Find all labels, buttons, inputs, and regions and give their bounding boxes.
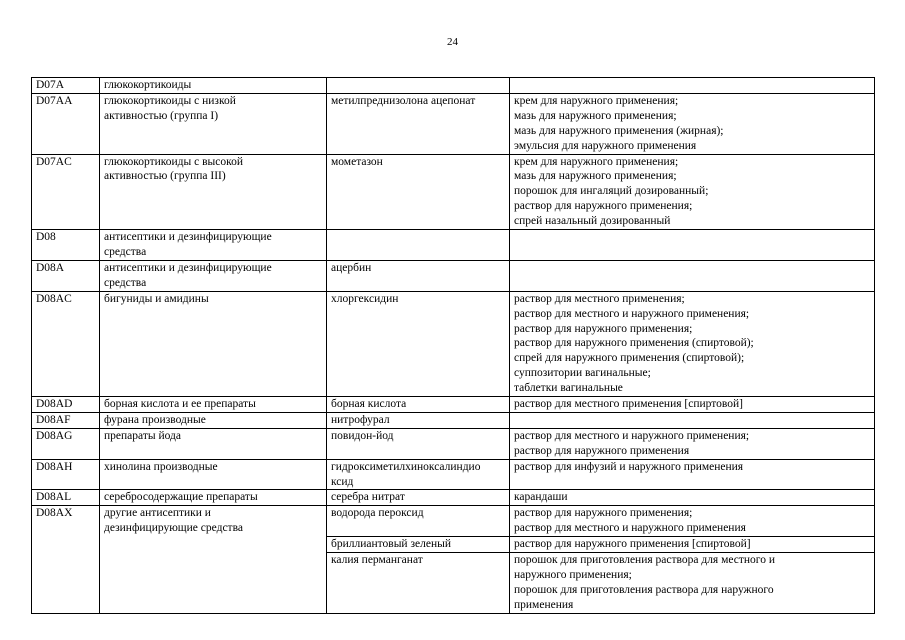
dosage-forms-cell-line: раствор для местного применения; — [514, 292, 685, 305]
dosage-forms-cell-line: раствор для наружного применения — [514, 444, 690, 457]
group-name-cell — [100, 291, 327, 396]
drug-name-cell-line: калия перманганат — [331, 554, 423, 567]
group-name-cell — [100, 428, 327, 459]
table-row — [32, 397, 875, 413]
dosage-forms-cell-line: раствор для местного применения [спиртовой] — [514, 398, 743, 411]
drug-name-cell — [327, 78, 510, 94]
atc-code-cell — [32, 78, 100, 94]
group-name-cell-line: глюкокортикоиды с низкой — [104, 94, 236, 107]
atc-code-cell-line: D07AC — [36, 155, 72, 168]
dosage-forms-cell-line: крем для наружного применения; — [514, 155, 679, 168]
drug-name-cell — [327, 397, 510, 413]
drug-name-cell-line: ксид — [331, 475, 354, 488]
atc-code-cell — [32, 459, 100, 490]
group-name-cell-line: хинолина производные — [104, 460, 218, 473]
atc-code-cell — [32, 93, 100, 154]
drug-name-cell-line: водорода пероксид — [331, 507, 424, 520]
drug-name-cell — [327, 553, 510, 614]
dosage-forms-cell-line: порошок для ингаляций дозированный; — [514, 185, 709, 198]
dosage-forms-cell — [510, 412, 875, 428]
atc-code-cell — [32, 154, 100, 230]
atc-code-cell-line: D08AD — [36, 398, 73, 411]
group-name-cell-line: антисептики и дезинфицирующие — [104, 231, 272, 244]
group-name-cell-line: фурана производные — [104, 413, 206, 426]
drug-name-cell-line: борная кислота — [331, 398, 407, 411]
atc-code-cell — [32, 291, 100, 396]
group-name-cell-line: дезинфицирующие средства — [104, 522, 243, 535]
atc-code-cell-line: D08AF — [36, 413, 71, 426]
atc-code-cell-line: D08AC — [36, 292, 72, 305]
group-name-cell-line: борная кислота и ее препараты — [104, 398, 256, 411]
group-name-cell-line: глюкокортикоиды — [104, 79, 192, 91]
drug-name-cell — [327, 459, 510, 490]
dosage-forms-cell-line: таблетки вагинальные — [514, 382, 623, 395]
drug-name-cell-line: бриллиантовый зеленый — [331, 538, 451, 551]
dosage-forms-cell — [510, 93, 875, 154]
drug-name-cell-line: ацербин — [331, 261, 372, 274]
table-row — [32, 490, 875, 506]
atc-code-cell-line: D08AL — [36, 491, 72, 504]
dosage-forms-cell — [510, 78, 875, 94]
atc-code-cell-line: D08A — [36, 261, 65, 274]
dosage-forms-cell-line: мазь для наружного применения (жирная); — [514, 124, 724, 137]
dosage-forms-cell — [510, 230, 875, 261]
group-name-cell-line: глюкокортикоиды с высокой — [104, 155, 244, 168]
dosage-forms-cell-line: порошок для приготовления раствора для местного и — [514, 554, 776, 567]
table-row — [32, 154, 875, 230]
group-name-cell — [100, 506, 327, 613]
drug-name-cell-line: мометазон — [331, 155, 383, 168]
dosage-forms-cell — [510, 490, 875, 506]
dosage-forms-cell-line: применения — [514, 598, 574, 611]
drug-name-cell — [327, 260, 510, 291]
atc-code-cell — [32, 397, 100, 413]
drug-name-cell — [327, 506, 510, 537]
dosage-forms-cell-line: раствор для местного и наружного применения; — [514, 429, 750, 442]
dosage-forms-cell-line: мазь для наружного применения; — [514, 170, 677, 183]
group-name-cell-line: другие антисептики и — [104, 507, 211, 520]
dosage-forms-cell — [510, 260, 875, 291]
drug-name-cell-line: повидон-йод — [331, 429, 394, 442]
dosage-forms-cell-line: мазь для наружного применения; — [514, 109, 677, 122]
atc-code-cell — [32, 230, 100, 261]
drug-name-cell-line: хлоргексидин — [331, 292, 399, 305]
group-name-cell-line: препараты йода — [104, 429, 181, 442]
table-row — [32, 93, 875, 154]
group-name-cell — [100, 490, 327, 506]
group-name-cell-line: средства — [104, 276, 147, 289]
dosage-forms-cell — [510, 459, 875, 490]
drug-name-cell — [327, 428, 510, 459]
atc-code-cell — [32, 428, 100, 459]
drug-classification-table — [31, 77, 875, 614]
dosage-forms-cell — [510, 428, 875, 459]
drug-name-cell — [327, 154, 510, 230]
dosage-forms-cell-line: раствор для наружного применения; — [514, 200, 693, 213]
dosage-forms-cell-line: раствор для наружного применения (спиртовой); — [514, 337, 754, 350]
drug-name-cell-line: гидроксиметилхиноксалиндио — [331, 460, 481, 473]
group-name-cell — [100, 154, 327, 230]
group-name-cell — [100, 260, 327, 291]
group-name-cell-line: активностью (группа III) — [104, 170, 226, 183]
dosage-forms-cell-line: суппозитории вагинальные; — [514, 367, 651, 380]
dosage-forms-cell-line: порошок для приготовления раствора для наружного — [514, 583, 774, 596]
atc-code-cell — [32, 412, 100, 428]
atc-code-cell-line: D08AG — [36, 429, 73, 442]
drug-name-cell-line: нитрофурал — [331, 413, 390, 426]
table-row — [32, 412, 875, 428]
dosage-forms-cell-line: эмульсия для наружного применения — [514, 139, 697, 152]
dosage-forms-cell — [510, 537, 875, 553]
table-row — [32, 78, 875, 94]
dosage-forms-cell-line: карандаши — [514, 491, 568, 504]
dosage-forms-cell — [510, 291, 875, 396]
drug-name-cell-line: метилпреднизолона ацепонат — [331, 94, 476, 107]
dosage-forms-cell-line: крем для наружного применения; — [514, 94, 679, 107]
atc-code-cell — [32, 506, 100, 613]
atc-code-cell-line: D08AX — [36, 507, 73, 520]
atc-code-cell-line: D08AH — [36, 460, 73, 473]
group-name-cell — [100, 412, 327, 428]
atc-code-cell — [32, 490, 100, 506]
group-name-cell — [100, 459, 327, 490]
drug-name-cell-line: серебра нитрат — [331, 491, 405, 504]
drug-name-cell — [327, 412, 510, 428]
table-row — [32, 291, 875, 396]
dosage-forms-cell-line: раствор для инфузий и наружного применения — [514, 460, 744, 473]
group-name-cell — [100, 397, 327, 413]
group-name-cell-line: активностью (группа I) — [104, 109, 219, 122]
dosage-forms-cell — [510, 506, 875, 537]
dosage-forms-cell — [510, 553, 875, 614]
dosage-forms-cell — [510, 397, 875, 413]
group-name-cell-line: средства — [104, 245, 147, 258]
drug-name-cell — [327, 291, 510, 396]
group-name-cell-line: антисептики и дезинфицирующие — [104, 261, 272, 274]
table-row — [32, 428, 875, 459]
dosage-forms-cell-line: спрей для наружного применения (спиртовой); — [514, 352, 745, 365]
dosage-forms-cell-line: раствор для наружного применения [спиртовой] — [514, 538, 751, 551]
dosage-forms-cell-line: раствор для местного и наружного применения — [514, 522, 746, 535]
drug-name-cell — [327, 93, 510, 154]
page-number: 24 — [447, 36, 458, 48]
dosage-forms-cell-line: раствор для наружного применения; — [514, 322, 693, 335]
group-name-cell — [100, 78, 327, 94]
dosage-forms-cell-line: спрей назальный дозированный — [514, 215, 671, 228]
drug-name-cell — [327, 490, 510, 506]
table-row — [32, 260, 875, 291]
group-name-cell-line: серебросодержащие препараты — [104, 491, 258, 504]
group-name-cell-line: бигуниды и амидины — [104, 292, 209, 305]
dosage-forms-cell-line: наружного применения; — [514, 569, 632, 581]
drug-name-cell — [327, 230, 510, 261]
atc-code-cell — [32, 260, 100, 291]
atc-code-cell-line: D07A — [36, 79, 65, 91]
table-row — [32, 230, 875, 261]
dosage-forms-cell-line: раствор для местного и наружного применения; — [514, 307, 750, 320]
atc-code-cell-line: D07AA — [36, 94, 73, 107]
table-row — [32, 459, 875, 490]
dosage-forms-cell — [510, 154, 875, 230]
dosage-forms-cell-line: раствор для наружного применения; — [514, 507, 693, 520]
drug-name-cell — [327, 537, 510, 553]
group-name-cell — [100, 230, 327, 261]
atc-code-cell-line: D08 — [36, 231, 56, 244]
table-row — [32, 506, 875, 537]
group-name-cell — [100, 93, 327, 154]
